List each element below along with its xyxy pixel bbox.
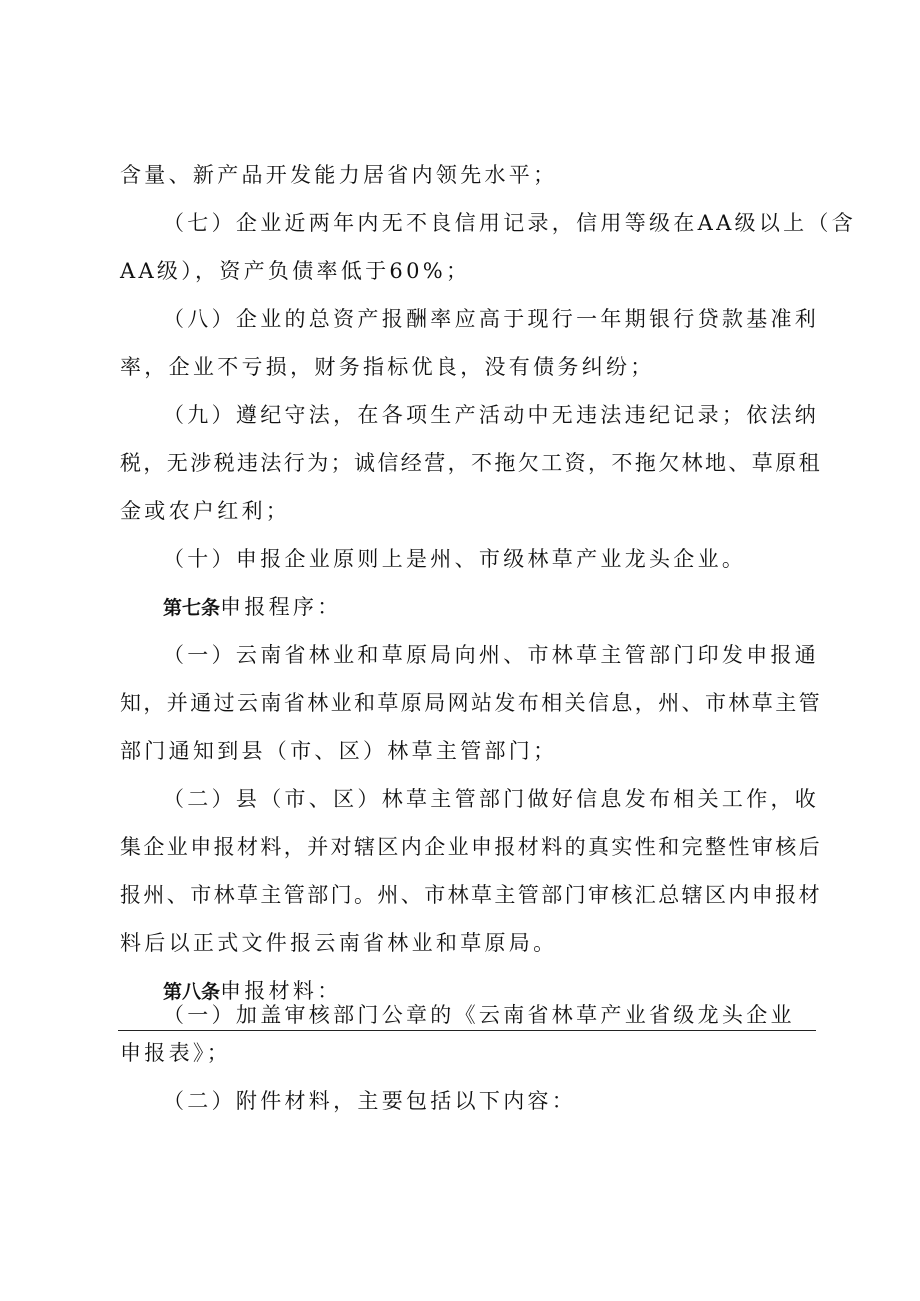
clause-8-line-2: 率，企业不亏损，财务指标优良，没有债务纠纷； [120, 355, 655, 379]
clause-9-line-2: 税，无涉税违法行为；诚信经营，不拖欠工资，不拖欠林地、草原租 [120, 451, 822, 475]
article-7-heading [163, 594, 863, 621]
step-1-line-1: （一）云南省林业和草原局向州、市林草主管部门印发申报通 [163, 643, 820, 667]
material-2-line-1: （二）附件材料，主要包括以下内容： [163, 1089, 577, 1113]
article-8-heading [163, 978, 863, 1005]
text-line: 含量、新产品开发能力居省内领先水平； [120, 163, 558, 187]
clause-8-line-1: （八）企业的总资产报酬率应高于现行一年期银行贷款基准利 [163, 307, 820, 331]
step-2-line-1: （二）县（市、区）林草主管部门做好信息发布相关工作，收 [163, 787, 820, 811]
clause-7-line-2: AA级），资产负债率低于60%； [120, 259, 471, 283]
step-1-line-2: 知，并通过云南省林业和草原局网站发布相关信息，州、市林草主管 [120, 691, 822, 715]
step-1-line-3: 部门通知到县（市、区）林草主管部门； [120, 739, 558, 763]
article-7-title: 申报程序： [220, 595, 342, 619]
clause-9-line-1: （九）遵纪守法，在各项生产活动中无违法违纪记录；依法纳 [163, 403, 820, 427]
article-7-number: 第七条 [163, 597, 221, 619]
clause-9-line-3: 金或农户红利； [120, 499, 291, 523]
article-8-title: 申报材料： [220, 979, 342, 1003]
step-2-line-3: 报州、市林草主管部门。州、市林草主管部门审核汇总辖区内申报材 [120, 883, 822, 907]
step-2-line-4: 料后以正式文件报云南省林业和草原局。 [120, 931, 558, 955]
material-1-line-2: 申报表》； [120, 1041, 231, 1065]
step-2-line-2: 集企业申报材料，并对辖区内企业申报材料的真实性和完整性审核后 [120, 835, 822, 859]
article-8-number: 第八条 [163, 981, 221, 1003]
clause-10-line-1: （十）申报企业原则上是州、市级林草产业龙头企业。 [163, 547, 747, 571]
material-1-line-1: （一）加盖审核部门公章的《云南省林草产业省级龙头企业 [163, 1003, 795, 1027]
underline-rule [118, 1030, 816, 1031]
clause-7-line-1: （七）企业近两年内无不良信用记录，信用等级在AA级以上（含 [163, 211, 857, 235]
